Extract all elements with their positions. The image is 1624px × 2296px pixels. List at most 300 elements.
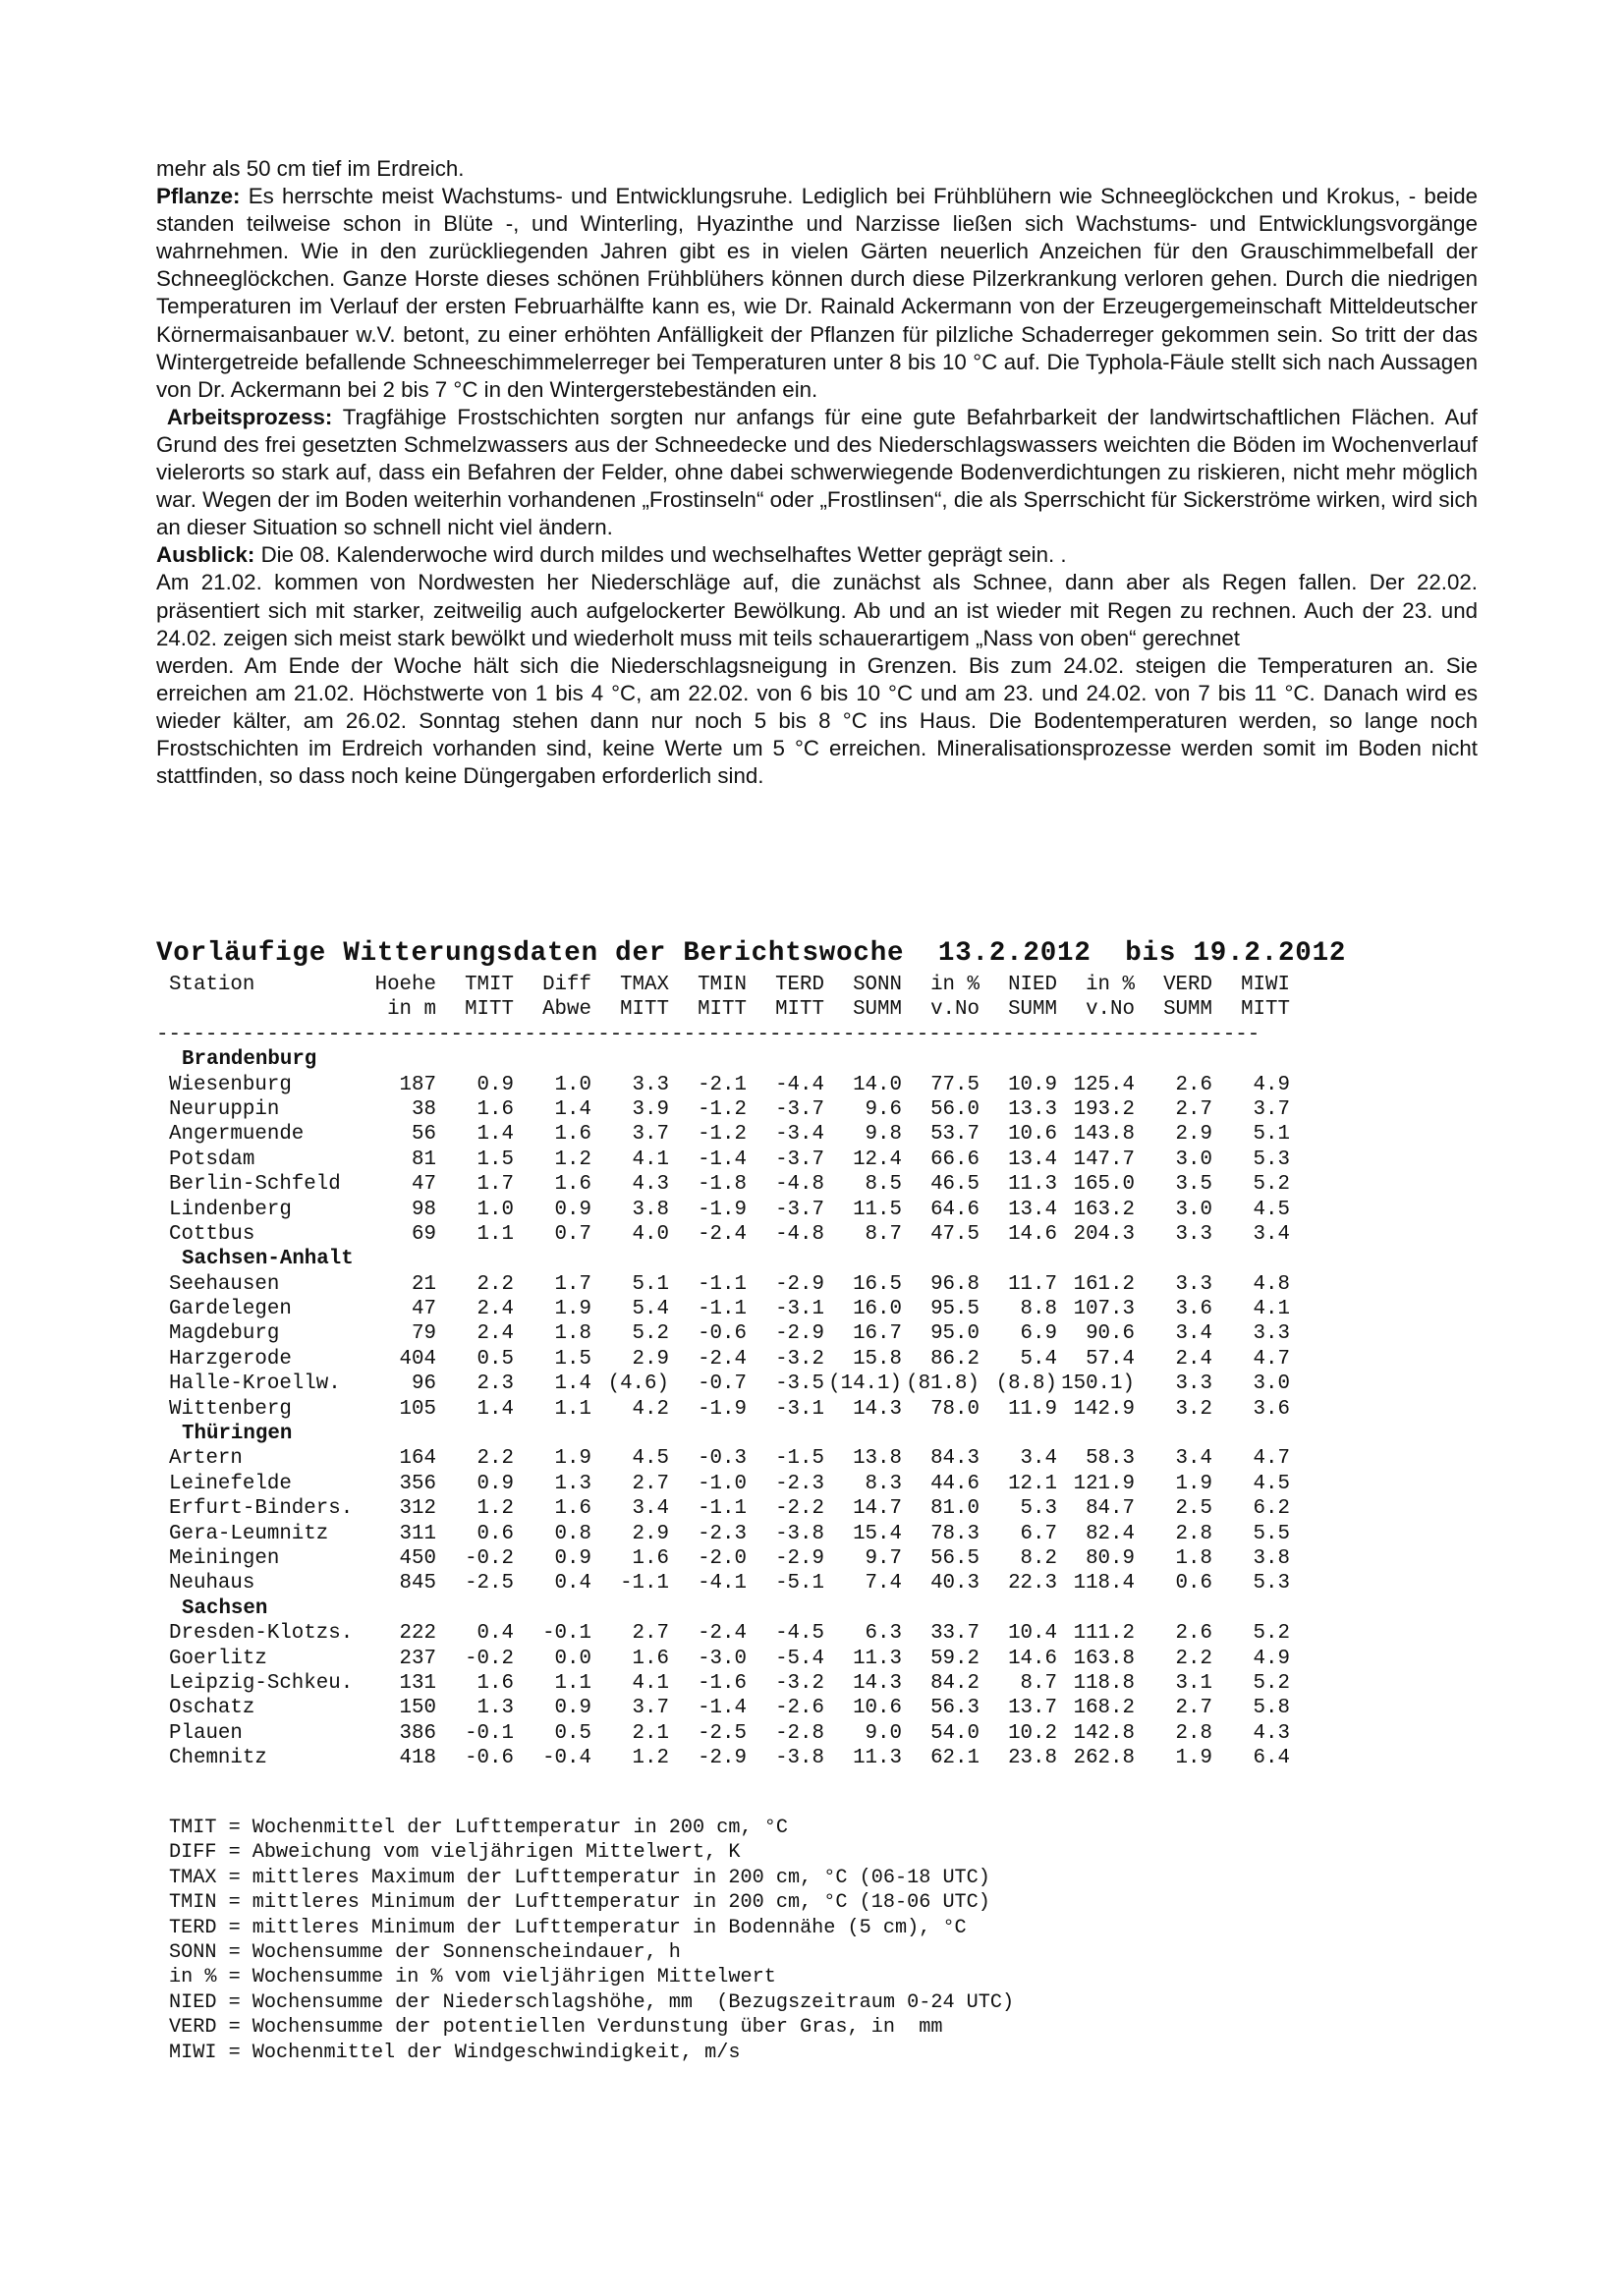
value-cell: 193.2 — [1073, 1097, 1135, 1121]
report-text — [156, 155, 1478, 790]
value-cell: 0.5 — [476, 1347, 514, 1371]
value-cell: 2.9 — [632, 1347, 669, 1371]
value-cell: 204.3 — [1073, 1222, 1135, 1246]
value-cell: 311 — [399, 1522, 436, 1545]
table-row — [156, 1546, 1290, 1571]
value-cell: 6.7 — [1020, 1522, 1057, 1545]
value-cell: 164 — [399, 1447, 436, 1471]
value-cell: 3.2 — [1175, 1397, 1212, 1421]
value-cell: -2.5 — [465, 1572, 514, 1596]
value-cell: SONN — [853, 974, 902, 996]
value-cell: 69 — [412, 1222, 436, 1246]
table-row — [156, 1522, 1290, 1546]
value-cell: MITT — [775, 998, 824, 1022]
text-continuation: mehr als 50 cm tief im Erdreich. — [156, 156, 465, 181]
value-cell: 3.4 — [1175, 1447, 1212, 1471]
value-cell: 84.2 — [930, 1671, 980, 1695]
value-cell: -2.5 — [698, 1721, 747, 1745]
value-cell: Hoehe — [374, 974, 436, 996]
value-cell: 1.2 — [554, 1148, 591, 1171]
value-cell: 2.5 — [1175, 1497, 1212, 1521]
value-cell: 4.5 — [1253, 1198, 1290, 1221]
value-cell: 9.7 — [865, 1546, 902, 1570]
value-cell: -3.1 — [775, 1397, 824, 1421]
value-cell: 4.7 — [1253, 1447, 1290, 1471]
value-cell: -1.6 — [698, 1671, 747, 1695]
value-cell: 3.4 — [1253, 1222, 1290, 1246]
section-label-pflanze: Pflanze: — [156, 184, 241, 209]
value-cell: 1.6 — [632, 1647, 669, 1670]
value-cell: 10.6 — [853, 1697, 902, 1720]
value-cell: 5.1 — [1253, 1123, 1290, 1147]
value-cell: 1.6 — [632, 1546, 669, 1570]
value-cell: -3.2 — [775, 1347, 824, 1371]
value-cell: 22.3 — [1008, 1572, 1057, 1596]
value-cell: 3.9 — [632, 1097, 669, 1121]
table-row — [156, 1397, 1290, 1422]
value-cell: 262.8 — [1073, 1747, 1135, 1770]
value-cell: 1.7 — [554, 1272, 591, 1296]
value-cell: 1.2 — [632, 1747, 669, 1770]
station-cell: Meiningen — [169, 1546, 280, 1570]
value-cell: -1.4 — [698, 1697, 747, 1720]
value-cell: -1.9 — [698, 1198, 747, 1221]
value-cell: 0.9 — [476, 1073, 514, 1096]
value-cell: 46.5 — [930, 1173, 980, 1197]
value-cell: 84.7 — [1086, 1497, 1135, 1521]
value-cell: 150.1) — [1061, 1372, 1135, 1396]
value-cell: -0.1 — [542, 1622, 591, 1646]
station-cell — [156, 997, 343, 1022]
value-cell: 5.3 — [1253, 1572, 1290, 1596]
value-cell: 4.1 — [632, 1148, 669, 1171]
value-cell: 6.9 — [1020, 1322, 1057, 1346]
value-cell: 1.8 — [554, 1322, 591, 1346]
value-cell: VERD — [1163, 974, 1212, 996]
value-cell: MITT — [465, 998, 514, 1022]
value-cell: -1.2 — [698, 1097, 747, 1121]
value-cell: 5.3 — [1253, 1148, 1290, 1171]
station-cell: Erfurt-Binders. — [169, 1497, 354, 1521]
value-cell: 187 — [399, 1073, 436, 1096]
table-row — [156, 1148, 1290, 1172]
value-cell: TMIN — [698, 974, 747, 996]
value-cell: in % — [1086, 974, 1135, 996]
value-cell: 8.7 — [865, 1222, 902, 1246]
value-cell: 9.0 — [865, 1721, 902, 1745]
legend-line: TMIT = Wochenmittel der Lufttemperatur in 200 cm, °C — [169, 1817, 788, 1839]
value-cell: 450 — [399, 1546, 436, 1570]
value-cell: 81 — [412, 1148, 436, 1171]
value-cell: 2.7 — [1175, 1097, 1212, 1121]
value-cell: 5.2 — [1253, 1671, 1290, 1695]
value-cell: 13.4 — [1008, 1148, 1057, 1171]
value-cell: 3.6 — [1253, 1397, 1290, 1421]
value-cell: 79 — [412, 1322, 436, 1346]
value-cell: (14.1) — [828, 1372, 902, 1396]
value-cell: 3.4 — [1020, 1447, 1057, 1471]
value-cell: -5.4 — [775, 1647, 824, 1670]
value-cell: -0.6 — [698, 1322, 747, 1346]
value-cell: -1.1 — [698, 1497, 747, 1521]
value-cell: 5.2 — [632, 1322, 669, 1346]
value-cell: 2.9 — [632, 1522, 669, 1545]
station-cell: Harzgerode — [169, 1347, 292, 1371]
value-cell: -3.0 — [698, 1647, 747, 1670]
value-cell: -3.8 — [775, 1522, 824, 1545]
value-cell: -0.1 — [465, 1721, 514, 1745]
value-cell: 147.7 — [1073, 1148, 1135, 1171]
value-cell: 3.3 — [1175, 1222, 1212, 1246]
value-cell: 2.6 — [1175, 1622, 1212, 1646]
station-cell: Angermuende — [169, 1123, 305, 1147]
value-cell: -2.3 — [698, 1522, 747, 1545]
value-cell: 10.4 — [1008, 1622, 1057, 1646]
station-cell: Lindenberg — [169, 1198, 292, 1221]
value-cell: -0.2 — [465, 1546, 514, 1570]
value-cell: 2.7 — [632, 1472, 669, 1495]
value-cell: 2.8 — [1175, 1522, 1212, 1545]
table-row — [156, 1272, 1290, 1297]
legend-line: SONN = Wochensumme der Sonnenscheindauer, h — [169, 1941, 681, 1965]
value-cell: TERD — [775, 974, 824, 996]
value-cell: 1.5 — [554, 1347, 591, 1371]
value-cell: MITT — [1241, 998, 1290, 1022]
table-separator: ------------------------------------------------------------------------------------------ — [156, 1023, 1260, 1046]
value-cell: 0.9 — [554, 1546, 591, 1570]
value-cell: 3.7 — [1253, 1097, 1290, 1121]
value-cell: 1.3 — [476, 1697, 514, 1720]
section-label-ausblick: Ausblick: — [156, 542, 255, 568]
value-cell: v.No — [930, 998, 980, 1022]
value-cell: 1.4 — [554, 1097, 591, 1121]
table-row — [156, 1097, 1290, 1122]
value-cell: -4.8 — [775, 1222, 824, 1246]
value-cell: 4.2 — [632, 1397, 669, 1421]
value-cell: -1.1 — [620, 1572, 669, 1596]
value-cell: 2.7 — [632, 1622, 669, 1646]
value-cell: 1.6 — [554, 1497, 591, 1521]
value-cell: 12.1 — [1008, 1472, 1057, 1495]
value-cell: -1.2 — [698, 1123, 747, 1147]
value-cell: 2.8 — [1175, 1721, 1212, 1745]
table-row — [156, 1172, 1290, 1197]
table-row — [156, 1647, 1290, 1671]
value-cell: -4.4 — [775, 1073, 824, 1096]
value-cell: 2.2 — [1175, 1647, 1212, 1670]
station-cell: Berlin-Schfeld — [169, 1173, 341, 1197]
value-cell: 3.5 — [1175, 1173, 1212, 1197]
table-row — [156, 1321, 1290, 1346]
value-cell: 3.8 — [1253, 1546, 1290, 1570]
table-row — [156, 1721, 1290, 1746]
value-cell: 143.8 — [1073, 1123, 1135, 1147]
station-cell: Potsdam — [169, 1148, 255, 1171]
value-cell: 3.4 — [1175, 1322, 1212, 1346]
value-cell: 3.3 — [632, 1073, 669, 1096]
value-cell: (8.8) — [995, 1372, 1057, 1396]
value-cell: 1.1 — [554, 1397, 591, 1421]
table-row — [156, 1446, 1290, 1471]
value-cell: 8.3 — [865, 1472, 902, 1495]
value-cell: in % — [930, 974, 980, 996]
value-cell: 3.7 — [632, 1123, 669, 1147]
value-cell: 57.4 — [1086, 1347, 1135, 1371]
value-cell: 1.4 — [554, 1372, 591, 1396]
value-cell: 2.6 — [1175, 1073, 1212, 1096]
value-cell: 47 — [412, 1298, 436, 1321]
value-cell: -1.9 — [698, 1397, 747, 1421]
value-cell: 8.8 — [1020, 1298, 1057, 1321]
value-cell: 7.4 — [865, 1572, 902, 1596]
section-text-pflanze: Es herrschte meist Wachstums- und Entwicklungsruhe. Lediglich bei Frühblühern wie Schneeglöckchen und Krokus, - beide standen teilweise schon in Blüte -, und Winterling, Hyazinthe und Narzisse ließen sich Wachstums- und Entwicklungsvorgänge wahrnehmen. Wie in den zurückliegenden Jahren gibt es in vielen Gärten neuerlich Anzeichen für den Grauschimmelbefall der Schneeglöckchen. Ganze Horste dieses schönen Frühblühers können durch diese Pilzerkrankung verloren gehen. Durch die niedrigen Temperaturen im Verlauf der ersten Februarhälfte kann es, wie Dr. Rainald Ackermann von der Erzeugergemeinschaft Mitteldeutscher Körnermaisanbauer w.V. betont, zu einer erhöhten Anfälligkeit der Pflanzen für pilzliche Schaderreger gekommen sein. So tritt der das Wintergetreide befallende Schneeschimmelerreger bei Temperaturen unter 8 bis 10 °C auf. Die Typhola-Fäule stellt sich nach Aussagen von Dr. Ackermann bei 2 bis 7 °C in den Wintergerstebeständen ein. — [156, 184, 1478, 402]
value-cell: 9.6 — [865, 1097, 902, 1121]
value-cell: 5.4 — [632, 1298, 669, 1321]
value-cell: 2.2 — [476, 1272, 514, 1296]
station-cell: Leinefelde — [169, 1472, 292, 1495]
value-cell: 78.3 — [930, 1522, 980, 1545]
station-cell: Halle-Kroellw. — [169, 1372, 341, 1396]
value-cell: 14.3 — [853, 1671, 902, 1695]
legend-line: DIFF = Abweichung vom vieljährigen Mittelwert, K — [169, 1841, 741, 1865]
value-cell: 3.3 — [1253, 1322, 1290, 1346]
value-cell: NIED — [1008, 974, 1057, 996]
value-cell: TMIT — [465, 974, 514, 996]
value-cell: -2.9 — [775, 1546, 824, 1570]
value-cell: 3.1 — [1175, 1671, 1212, 1695]
value-cell: -0.3 — [698, 1447, 747, 1471]
value-cell: 4.1 — [632, 1671, 669, 1695]
value-cell: -1.0 — [698, 1472, 747, 1495]
value-cell: -0.6 — [465, 1747, 514, 1770]
value-cell: 107.3 — [1073, 1298, 1135, 1321]
value-cell: 16.5 — [853, 1272, 902, 1296]
value-cell: 11.3 — [853, 1647, 902, 1670]
value-cell: -1.1 — [698, 1272, 747, 1296]
station-cell: Station — [169, 974, 255, 996]
value-cell: -2.2 — [775, 1497, 824, 1521]
value-cell: 165.0 — [1073, 1173, 1135, 1197]
value-cell: 0.4 — [476, 1622, 514, 1646]
value-cell: 3.0 — [1253, 1372, 1290, 1396]
value-cell: 15.8 — [853, 1347, 902, 1371]
value-cell: 1.1 — [476, 1222, 514, 1246]
value-cell: 2.7 — [1175, 1697, 1212, 1720]
value-cell: -2.1 — [698, 1073, 747, 1096]
value-cell: 0.6 — [1175, 1572, 1212, 1596]
station-cell: Wiesenburg — [169, 1073, 292, 1096]
value-cell: 14.3 — [853, 1397, 902, 1421]
value-cell: 1.1 — [554, 1671, 591, 1695]
value-cell: 1.6 — [476, 1097, 514, 1121]
value-cell: 33.7 — [930, 1622, 980, 1646]
value-cell: 1.9 — [1175, 1747, 1212, 1770]
value-cell: 222 — [399, 1622, 436, 1646]
value-cell: 4.3 — [1253, 1721, 1290, 1745]
value-cell: 62.1 — [930, 1747, 980, 1770]
value-cell: -2.9 — [775, 1272, 824, 1296]
value-cell: 64.6 — [930, 1198, 980, 1221]
value-cell: 168.2 — [1073, 1697, 1135, 1720]
value-cell: 95.5 — [930, 1298, 980, 1321]
value-cell: 9.8 — [865, 1123, 902, 1147]
value-cell: 2.2 — [476, 1447, 514, 1471]
station-cell: Cottbus — [169, 1222, 255, 1246]
section-ausblick — [156, 541, 1478, 569]
forecast-paragraph-continued: werden. Am Ende der Woche hält sich die Niederschlagsneigung in Grenzen. Bis zum 24.02. steigen die Temperaturen an. Sie erreichen am 21.02. Höchstwerte von 1 bis 4 °C, am 22.02. von 6 bis 10 °C und am 23. und 24.02. von 7 bis 11 °C. Danach wird es wieder kälter, am 26.02. Sonntag stehen dann nur noch 5 bis 8 °C ins Haus. Die Bodentemperaturen werden, so lange noch Frostschichten im Erdreich vorhanden sind, keine Werte um 5 °C erreichen. Mineralisationsprozesse werden somit im Boden nicht stattfinden, so dass noch keine Düngergaben erforderlich sind. — [156, 652, 1478, 789]
value-cell: 59.2 — [930, 1647, 980, 1670]
value-cell: 84.3 — [930, 1447, 980, 1471]
value-cell: MITT — [620, 998, 669, 1022]
value-cell: MITT — [698, 998, 747, 1022]
value-cell: 8.2 — [1020, 1546, 1057, 1570]
value-cell: 11.5 — [853, 1198, 902, 1221]
value-cell: -2.4 — [698, 1222, 747, 1246]
value-cell: 3.7 — [632, 1697, 669, 1720]
value-cell: 1.2 — [476, 1497, 514, 1521]
table-row — [156, 1496, 1290, 1521]
value-cell: 13.3 — [1008, 1097, 1057, 1121]
value-cell: 312 — [399, 1497, 436, 1521]
table-title: Vorläufige Witterungsdaten der Berichtswoche 13.2.2012 bis 19.2.2012 — [156, 938, 1347, 969]
value-cell: 0.5 — [554, 1721, 591, 1745]
value-cell: -3.7 — [775, 1198, 824, 1221]
value-cell: 80.9 — [1086, 1546, 1135, 1570]
value-cell: 12.4 — [853, 1148, 902, 1171]
value-cell: 237 — [399, 1647, 436, 1670]
value-cell: 105 — [399, 1397, 436, 1421]
value-cell: -1.4 — [698, 1148, 747, 1171]
table-header-row — [156, 973, 1290, 997]
value-cell: 0.9 — [554, 1198, 591, 1221]
value-cell: 78.0 — [930, 1397, 980, 1421]
value-cell: 5.2 — [1253, 1173, 1290, 1197]
value-cell: 163.2 — [1073, 1198, 1135, 1221]
value-cell: 2.9 — [1175, 1123, 1212, 1147]
value-cell: 96 — [412, 1372, 436, 1396]
value-cell: 845 — [399, 1572, 436, 1596]
value-cell: 21 — [412, 1272, 436, 1296]
value-cell: 16.7 — [853, 1322, 902, 1346]
station-cell: Chemnitz — [169, 1747, 267, 1770]
table-row — [156, 1347, 1290, 1372]
table-row — [156, 1621, 1290, 1646]
value-cell: 54.0 — [930, 1721, 980, 1745]
station-cell: Leipzig-Schkeu. — [169, 1671, 354, 1695]
value-cell: 13.7 — [1008, 1697, 1057, 1720]
station-cell: Neuruppin — [169, 1097, 280, 1121]
table-row — [156, 1297, 1290, 1321]
forecast-paragraph: Am 21.02. kommen von Nordwesten her Niederschläge auf, die zunächst als Schnee, dann aber als Regen fallen. Der 22.02. präsentiert sich mit starker, zeitweilig auch aufgelockerter Bewölkung. Ab und an ist wieder mit Regen zu rechnen. Auch der 23. und 24.02. zeigen sich meist stark bewölkt und wiederholt muss mit teils schauerartigem „Nass von oben“ gerechnet — [156, 570, 1478, 650]
value-cell: in m — [387, 998, 436, 1022]
value-cell: -0.7 — [698, 1372, 747, 1396]
value-cell: 1.0 — [554, 1073, 591, 1096]
value-cell: 56.3 — [930, 1697, 980, 1720]
region-heading: Brandenburg — [182, 1048, 317, 1072]
station-cell: Oschatz — [169, 1697, 255, 1720]
value-cell: TMAX — [620, 974, 669, 996]
value-cell: 5.5 — [1253, 1522, 1290, 1545]
value-cell: -2.9 — [775, 1322, 824, 1346]
value-cell: 0.0 — [554, 1647, 591, 1670]
value-cell: 1.4 — [476, 1123, 514, 1147]
value-cell: 58.3 — [1086, 1447, 1135, 1471]
value-cell: 0.7 — [554, 1222, 591, 1246]
station-cell: Dresden-Klotzs. — [169, 1622, 354, 1646]
value-cell: 6.2 — [1253, 1497, 1290, 1521]
value-cell: 1.9 — [554, 1447, 591, 1471]
value-cell: 53.7 — [930, 1123, 980, 1147]
table-unit-row — [156, 997, 1290, 1022]
value-cell: 4.1 — [1253, 1298, 1290, 1321]
section-pflanze — [156, 183, 1478, 404]
value-cell: (81.8) — [906, 1372, 980, 1396]
value-cell: 98 — [412, 1198, 436, 1221]
value-cell: -2.8 — [775, 1721, 824, 1745]
station-cell: Goerlitz — [169, 1647, 267, 1670]
value-cell: 13.4 — [1008, 1198, 1057, 1221]
legend-line: MIWI = Wochenmittel der Windgeschwindigkeit, m/s — [169, 2041, 741, 2064]
value-cell: 95.0 — [930, 1322, 980, 1346]
value-cell: SUMM — [853, 998, 902, 1022]
table-row — [156, 1198, 1290, 1222]
value-cell: 4.3 — [632, 1173, 669, 1197]
value-cell: 4.7 — [1253, 1347, 1290, 1371]
value-cell: 90.6 — [1086, 1322, 1135, 1346]
value-cell: 142.8 — [1073, 1721, 1135, 1745]
value-cell: 38 — [412, 1097, 436, 1121]
value-cell: 8.5 — [865, 1173, 902, 1197]
value-cell: 386 — [399, 1721, 436, 1745]
value-cell: -4.1 — [698, 1572, 747, 1596]
value-cell: 2.4 — [1175, 1347, 1212, 1371]
value-cell: 356 — [399, 1472, 436, 1495]
value-cell: 40.3 — [930, 1572, 980, 1596]
value-cell: 4.5 — [632, 1447, 669, 1471]
table-row — [156, 1073, 1290, 1097]
value-cell: -1.5 — [775, 1447, 824, 1471]
value-cell: SUMM — [1008, 998, 1057, 1022]
value-cell: -1.8 — [698, 1173, 747, 1197]
value-cell: 11.3 — [1008, 1173, 1057, 1197]
column-legend — [169, 1816, 1014, 2065]
value-cell: 4.8 — [1253, 1272, 1290, 1296]
value-cell: -2.0 — [698, 1546, 747, 1570]
value-cell: 0.9 — [554, 1697, 591, 1720]
value-cell: 3.3 — [1175, 1272, 1212, 1296]
table-row — [156, 1671, 1290, 1696]
value-cell: Abwe — [542, 998, 591, 1022]
value-cell: 44.6 — [930, 1472, 980, 1495]
value-cell: 56.0 — [930, 1097, 980, 1121]
value-cell: 81.0 — [930, 1497, 980, 1521]
value-cell: 163.8 — [1073, 1647, 1135, 1670]
legend-line: TMAX = mittleres Maximum der Lufttemperatur in 200 cm, °C (06-18 UTC) — [169, 1866, 990, 1889]
value-cell: 4.9 — [1253, 1073, 1290, 1096]
value-cell: 5.3 — [1020, 1497, 1057, 1521]
value-cell: 118.4 — [1073, 1572, 1135, 1596]
value-cell: 131 — [399, 1671, 436, 1695]
value-cell: 11.9 — [1008, 1397, 1057, 1421]
section-label-arbeitsprozess: Arbeitsprozess: — [166, 404, 333, 429]
value-cell: 2.3 — [476, 1372, 514, 1396]
value-cell: 3.8 — [632, 1198, 669, 1221]
value-cell: 13.8 — [853, 1447, 902, 1471]
value-cell: 8.7 — [1020, 1671, 1057, 1695]
value-cell: 4.5 — [1253, 1472, 1290, 1495]
value-cell: 5.2 — [1253, 1622, 1290, 1646]
value-cell: 404 — [399, 1347, 436, 1371]
